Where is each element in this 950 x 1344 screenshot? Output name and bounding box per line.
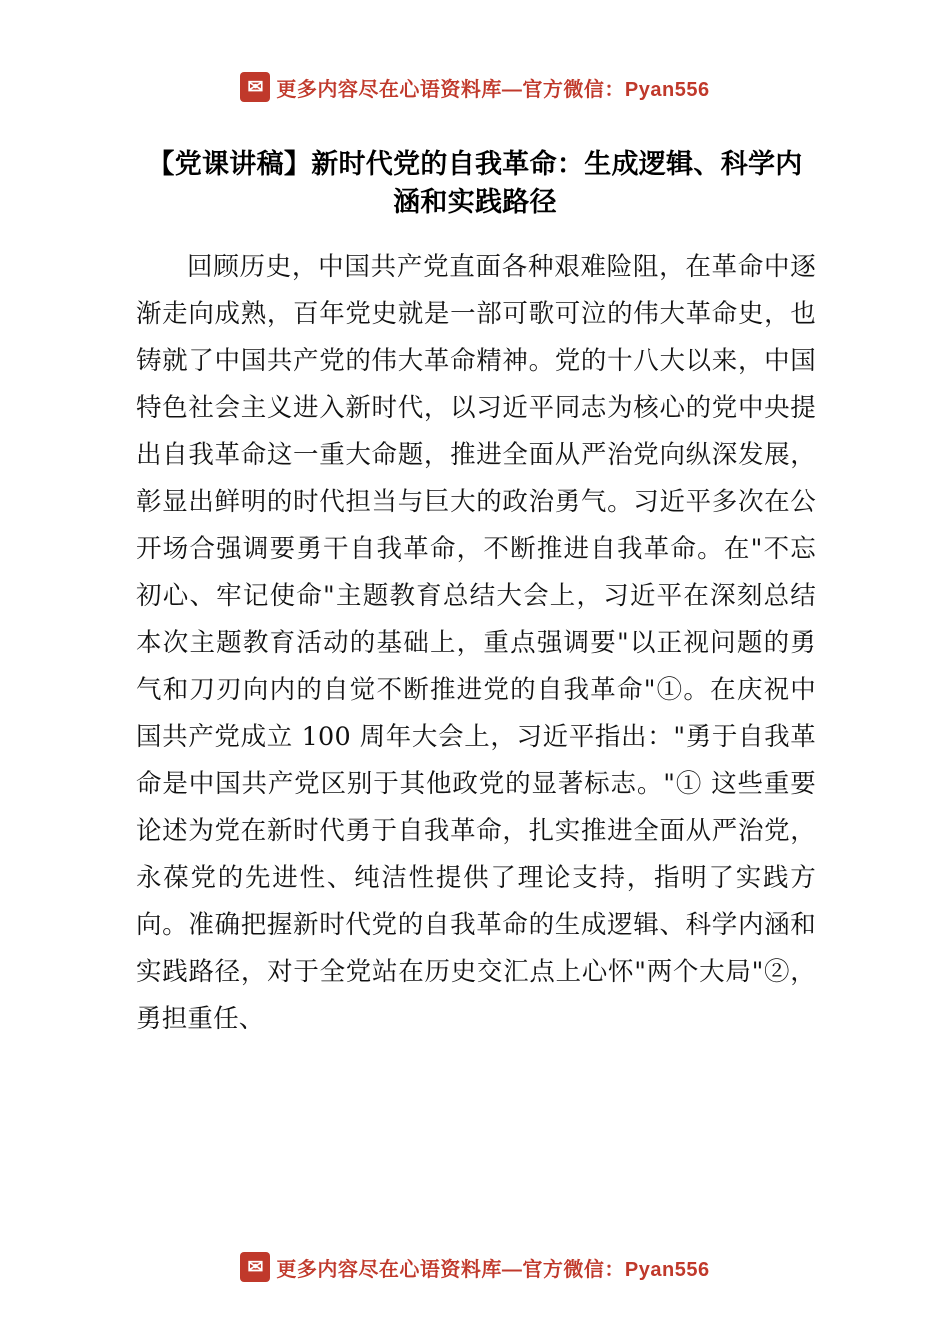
watermark-banner-top [0, 72, 950, 102]
watermark-text: 更多内容尽在心语资料库—官方微信：Pyan556 [276, 1258, 710, 1281]
megaphone-icon: ✉ [240, 72, 270, 102]
watermark-banner-bottom [0, 1252, 950, 1282]
body-paragraph: 回顾历史，中国共产党直面各种艰难险阻，在革命中逐渐走向成熟，百年党史就是一部可歌可泣的伟大革命史，也铸就了中国共产党的伟大革命精神。党的十八大以来，中国特色社会主义进入新时代，以习近平同志为核心的党中央提出自我革命这一重大命题，推进全面从严治党向纵深发展，彰显出鲜明的时代担当与巨大的政治勇气。习近平多次在公开场合强调要勇干自我革命，不断推进自我革命。在"不忘初心、牢记使命"主题教育总结大会上，习近平在深刻总结本次主题教育活动的基础上，重点强调要"以正视问题的勇气和刀刃向内的自觉不断推进党的自我革命"①。在庆祝中国共产党成立 100 周年大会上，习近平指出："勇于自我革命是中国共产党区别于其他政党的显著标志。"① 这些重要论述为党在新时代勇于自我革命，扎实推进全面从严治党，永葆党的先进性、纯洁性提供了理论支持，指明了实践方向。准确把握新时代党的自我革命的生成逻辑、科学内涵和实践路径，对于全党站在历史交汇点上心怀"两个大局"②，勇担重任、 [136, 252, 816, 1034]
document-body [136, 244, 816, 1043]
megaphone-icon: ✉ [240, 1252, 270, 1282]
page-title: 【党课讲稿】新时代党的自我革命：生成逻辑、科学内涵和实践路径 [147, 149, 803, 219]
watermark-text: 更多内容尽在心语资料库—官方微信：Pyan556 [276, 78, 710, 101]
